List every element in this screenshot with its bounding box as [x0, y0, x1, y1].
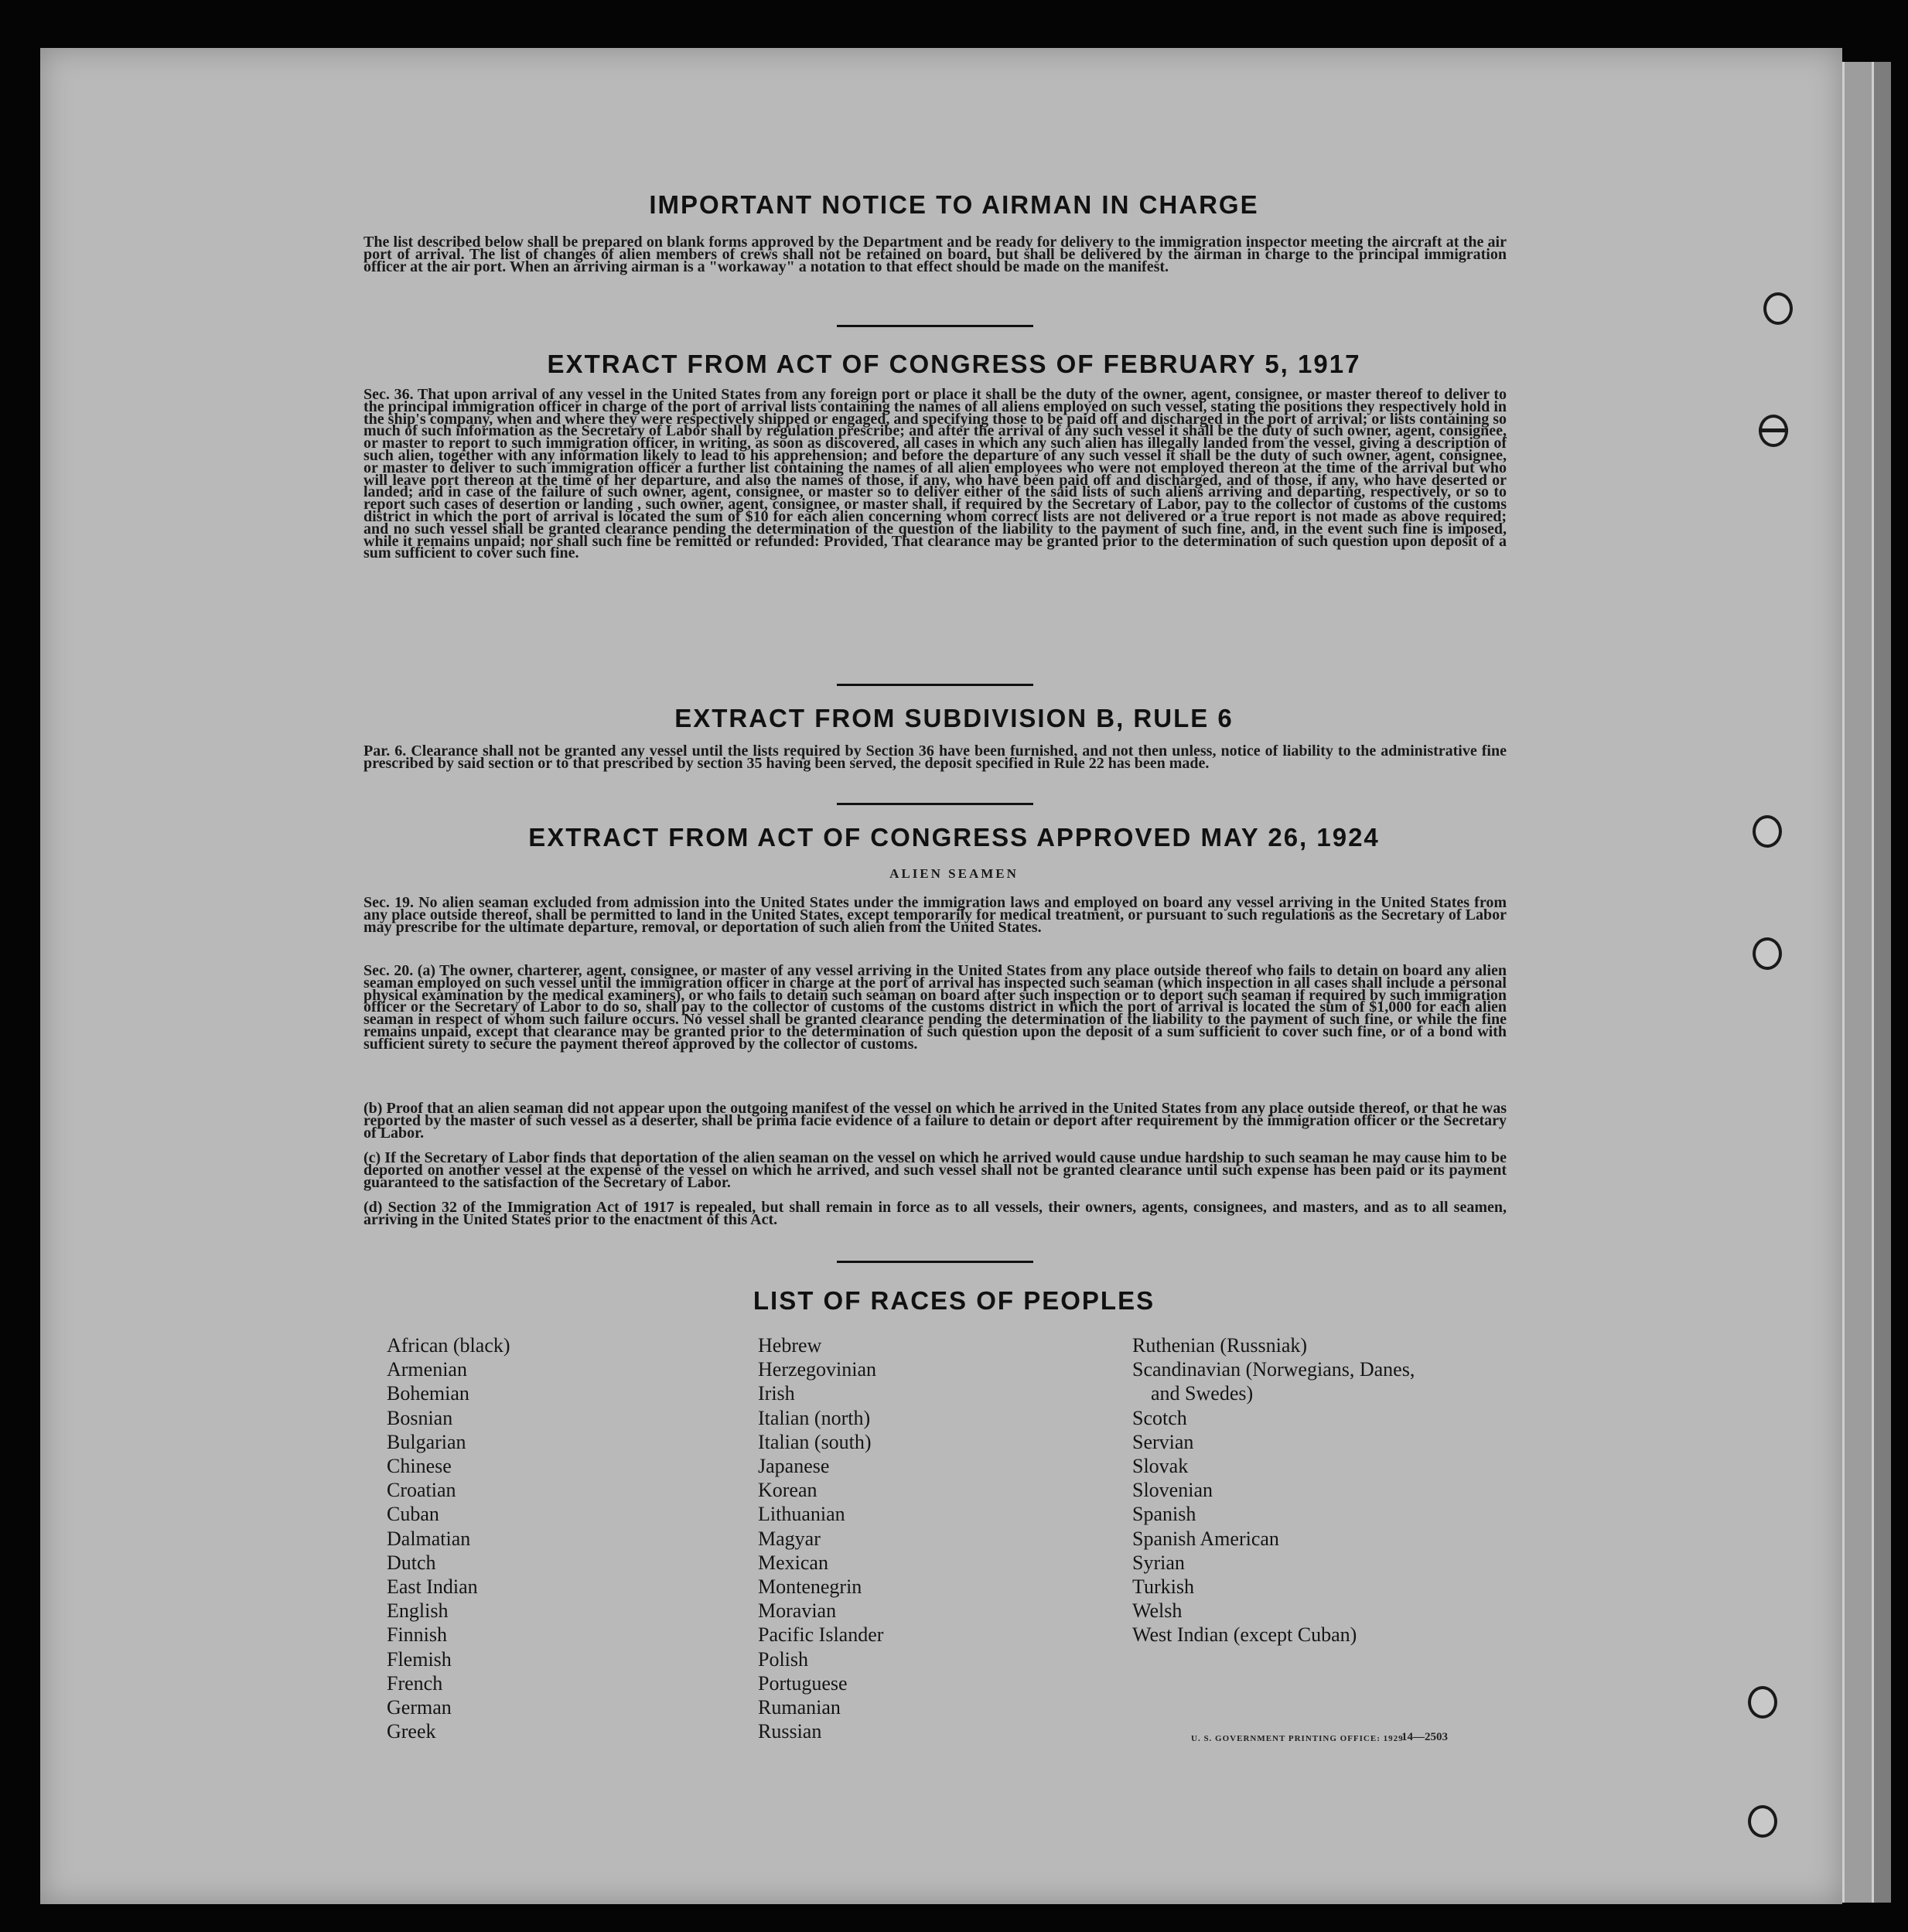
binder-hole	[1748, 1805, 1777, 1838]
race-entry: Greek	[387, 1720, 436, 1743]
act-1917-heading: EXTRACT FROM ACT OF CONGRESS OF FEBRUARY 5, 1917	[547, 350, 1361, 378]
race-entry: Dutch	[387, 1551, 436, 1574]
race-entry: Flemish	[387, 1647, 452, 1671]
race-entry: French	[387, 1671, 443, 1695]
notice-paragraph: The list described below shall be prepared on blank forms approved by the Department and be ready for delivery to the immigration inspector meeting the aircraft at the air port of arrival. The list of changes of alien members of crews shall not be retained on board, but shall be delivered by the airman in charge to the principal immigration officer at the air port. When an arriving airman is a "workaway" a notation to that effect should be made on the manifest.	[364, 234, 1507, 275]
race-entry: African (black)	[387, 1334, 510, 1357]
race-entry: Scotch	[1132, 1406, 1187, 1429]
race-entry: Italian (south)	[758, 1430, 872, 1453]
race-entry: Spanish American	[1132, 1527, 1279, 1550]
binder-hole	[1753, 937, 1782, 970]
race-entry: Scandinavian (Norwegians, Danes,	[1132, 1358, 1415, 1381]
race-entry: Portuguese	[758, 1671, 848, 1695]
race-entry: German	[387, 1696, 452, 1719]
act-1924-section-19: Sec. 19. No alien seaman excluded from admission into the United States under the immigration laws and employed on board any vessel arriving in the United States from any place outside thereof, shall be permitted to land in the United States, except temporarily for medical treatment, or pursuant to such regulations as the Secretary of Labor may prescribe for the ultimate departure, removal, or deportation of such alien from the United States.	[364, 894, 1507, 936]
rule-6-heading: EXTRACT FROM SUBDIVISION B, RULE 6	[674, 704, 1234, 732]
race-entry: Armenian	[387, 1358, 467, 1381]
race-entry: English	[387, 1599, 449, 1623]
race-entry: Ruthenian (Russniak)	[1132, 1334, 1308, 1357]
race-entry: Hebrew	[758, 1334, 822, 1357]
binder-hole	[1753, 815, 1782, 848]
alien-seamen-subheading: ALIEN SEAMEN	[889, 866, 1019, 881]
race-entry: Croatian	[387, 1479, 456, 1502]
race-entry: West Indian (except Cuban)	[1132, 1623, 1357, 1647]
act-1924-section-20c: (c) If the Secretary of Labor finds that deportation of the alien seaman on the vessel on which he arrived would cause undue hardship to such seaman he may cause him to be deported on another vessel at the expense of the vessel on which he arrived, and such vessel shall not be granted clearance until such expense has been paid or its payment guaranteed to the satisfaction of the Secretary of Labor.	[364, 1149, 1507, 1191]
race-entry: Slovak	[1132, 1455, 1189, 1478]
race-entry: Welsh	[1132, 1599, 1183, 1623]
race-entry: Pacific Islander	[758, 1623, 884, 1647]
race-entry: Herzegovinian	[758, 1358, 877, 1381]
race-entry: Syrian	[1132, 1551, 1185, 1574]
binder-hole	[1748, 1686, 1777, 1719]
race-entry: Mexican	[758, 1551, 828, 1574]
act-1924-section-20b: (b) Proof that an alien seaman did not appear upon the outgoing manifest of the vessel on which he arrived in the United States from any place outside thereof, or that he was reported by the master of such vessel as a deserter, shall be prima facie evidence of a failure to detain or deport after requirement by the immigration officer or the Secretary of Labor.	[364, 1100, 1507, 1142]
printer-imprint: U. S. GOVERNMENT PRINTING OFFICE: 1929	[1191, 1734, 1404, 1743]
binder-hole	[1759, 415, 1788, 447]
race-entry: Japanese	[758, 1455, 830, 1478]
act-1924-section-20a: Sec. 20. (a) The owner, charterer, agent, consignee, or master of any vessel arriving in the United States from any place outside thereof who fails to detain on board any alien seaman employed on such vessel until the immigration officer in charge at the port of arrival has inspected such seaman (which inspection in all cases shall include a personal physical examination by the medical examiners), or who fails to detain such seaman on board after such inspection or to deport such seaman if required by such immigration officer or the Secretary of Labor to do so, shall pay to the collector of customs of the customs district in which the port of arrival is located the sum of $1,000 for each alien seaman in respect of whom such failure occurs. No vessel shall be granted clearance pending the determination of the liability to the payment of such fine, or while the fine remains unpaid, except that clearance may be granted prior to the determination of such question upon the deposit of a sum sufficient to cover such fine, or of a bond with sufficient surety to secure the payment thereof approved by the collector of customs.	[364, 962, 1507, 1053]
race-entry: Servian	[1132, 1430, 1194, 1453]
race-entry: Bohemian	[387, 1382, 469, 1405]
race-entry: Montenegrin	[758, 1575, 862, 1599]
race-entry: and Swedes)	[1151, 1382, 1254, 1405]
notice-heading: IMPORTANT NOTICE TO AIRMAN IN CHARGE	[649, 190, 1259, 219]
race-entry: Polish	[758, 1647, 809, 1671]
race-entry: Bulgarian	[387, 1430, 466, 1453]
race-entry: Irish	[758, 1382, 795, 1405]
divider	[837, 325, 1033, 327]
divider	[837, 1261, 1033, 1263]
race-entry: Magyar	[758, 1527, 821, 1550]
race-entry: East Indian	[387, 1575, 478, 1599]
race-entry: Russian	[758, 1720, 822, 1743]
act-1917-section-36: Sec. 36. That upon arrival of any vessel in the United States from any foreign port or place it shall be the duty of the owner, agent, consignee, or master thereof to deliver to the principal immigration officer in charge of the port of arrival lists containing the names of all aliens employed on such vessel, stating the positions they respectively hold in the ship's company, when and where they were respectively shipped or engaged, and specifying those to be paid off and discharged in the port of arrival; or lists containing so much of such information as the Secretary of Labor shall by regulation prescribe; and after the arrival of any such vessel it shall be the duty of such owner, agent, consignee, or master to report to such immigration officer, in writing, as soon as discovered, all cases in which any such alien has illegally landed from the vessel, giving a description of such alien, together with any information likely to lead to his apprehension; and before the departure of any such vessel it shall be the duty of such owner, agent, consignee, or master to deliver to such immigration officer a further list containing the names of all alien employees who were not employed thereon at the time of the arrival but who will leave port thereon at the time of her departure, and also the names of those, if any, who have been paid off and discharged, and of those, if any, who have deserted or landed; and in case of the failure of such owner, agent, consignee, or master so to deliver either of the said lists of such aliens arriving and departing, respectively, or so to report such cases of desertion or landing , such owner, agent, consignee, or master shall, if required by the Secretary of Labor, pay to the collector of customs of the customs district in which the port of arrival is located the sum of $10 for each alien concerning whom correct lists are not delivered or a true report is not made as above required; and no such vessel shall be granted clearance pending the determination of the question of the liability to the payment of such fine, and, in the event such fine is imposed, while it remains unpaid; nor shall such fine be remitted or refunded: Provided, That clearance may be granted prior to the determination of such question upon deposit of a sum sufficient to cover such fine.	[364, 386, 1507, 562]
race-entry: Korean	[758, 1479, 817, 1502]
act-1924-heading: EXTRACT FROM ACT OF CONGRESS APPROVED MAY 26, 1924	[528, 823, 1380, 852]
race-entry: Turkish	[1132, 1575, 1194, 1599]
race-entry: Rumanian	[758, 1696, 841, 1719]
race-entry: Cuban	[387, 1503, 439, 1526]
races-column-2	[758, 1333, 883, 1743]
rule-6-paragraph: Par. 6. Clearance shall not be granted any vessel until the lists required by Section 36 have been furnished, and not then unless, notice of liability to the administrative fine prescribed by said section or to that prescribed by section 35 having been served, the deposit specified in Rule 22 has been made.	[364, 742, 1507, 772]
race-entry: Finnish	[387, 1623, 448, 1647]
divider	[837, 684, 1033, 686]
binder-hole	[1763, 292, 1793, 325]
race-entry: Italian (north)	[758, 1406, 871, 1429]
races-heading: LIST OF RACES OF PEOPLES	[753, 1286, 1155, 1315]
race-entry: Bosnian	[387, 1406, 453, 1429]
divider	[837, 803, 1033, 805]
races-column-1	[387, 1333, 510, 1743]
race-entry: Lithuanian	[758, 1503, 845, 1526]
race-entry: Spanish	[1132, 1503, 1196, 1526]
race-entry: Slovenian	[1132, 1479, 1213, 1502]
race-entry: Moravian	[758, 1599, 837, 1623]
race-entry: Chinese	[387, 1455, 452, 1478]
form-number: 14—2503	[1401, 1731, 1448, 1743]
act-1924-section-20d: (d) Section 32 of the Immigration Act of 1917 is repealed, but shall remain in force as to all vessels, their owners, agents, consignees, and masters, and as to all seamen, arriving in the United States prior to the enactment of this Act.	[364, 1199, 1507, 1228]
race-entry: Dalmatian	[387, 1527, 471, 1550]
races-column-3	[1132, 1333, 1415, 1647]
